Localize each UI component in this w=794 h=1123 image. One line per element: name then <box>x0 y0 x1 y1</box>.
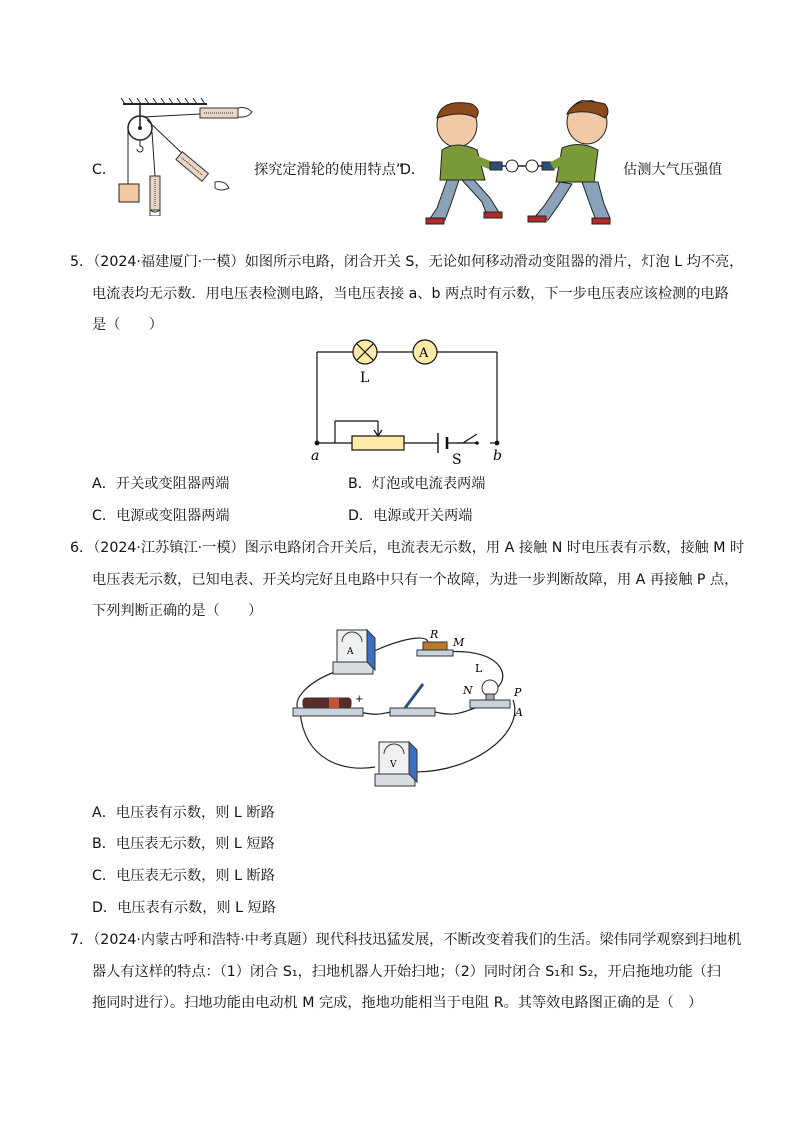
option-a: A．电压表有示数，则 L 断路 <box>92 805 275 821</box>
resistor-label: R <box>430 628 439 641</box>
ammeter-label: A <box>419 346 429 361</box>
point-a-label: a <box>311 448 320 464</box>
rheostat-symbol <box>335 421 404 450</box>
probe-a-label: A <box>515 706 523 719</box>
lamp-label: L <box>360 370 370 386</box>
point-b-label: b <box>493 448 502 464</box>
switch-label: S <box>452 452 462 468</box>
question-text-line: 7．（2024·内蒙古呼和浩特·中考真题）现代科技迅猛发展，不断改变着我们的生活。梁伟同学观察到扫地机 <box>70 932 742 948</box>
option-d: D．电压表有示数，则 L 短路 <box>92 900 276 916</box>
lamp-device <box>462 662 523 719</box>
question-text-line: 器人有这样的特点：（1）闭合 S₁，扫地机器人开始扫地；（2）同时闭合 S₁和 S₂，开启拖地功能（扫 <box>92 964 721 980</box>
ammeter-device <box>333 630 375 674</box>
option-letter: D． <box>400 162 426 178</box>
point-m-label: M <box>453 636 465 649</box>
option-d: D．电源或开关两端 <box>348 508 473 524</box>
battery-symbol <box>438 433 447 453</box>
option-letter: C． <box>92 162 117 178</box>
switch-device <box>390 684 435 716</box>
circuit-photo-q6 <box>285 622 545 794</box>
voltmeter-device-label: V <box>390 760 397 770</box>
tug-of-war-figure <box>422 100 622 230</box>
question-text-line: 是（ ） <box>92 317 163 333</box>
lamp-symbol <box>353 340 377 364</box>
question-text-line: 5．（2024·福建厦门·一模）如图所示电路，闭合开关 S，无论如何移动滑动变阻器的滑片，灯泡 L 均不亮， <box>70 254 744 270</box>
option-c: C．电源或变阻器两端 <box>92 508 230 524</box>
question-text-line: 拖同时进行）。扫地功能由电动机 M 完成，拖地功能相当于电阻 R。其等效电路图正确的是（ ） <box>92 995 703 1011</box>
option-c: C．电压表无示数，则 L 断路 <box>92 868 275 884</box>
option-a: A．开关或变阻器两端 <box>92 476 230 492</box>
point-p-label: P <box>514 686 522 699</box>
question-text-line: 6．（2024·江苏镇江·一模）图示电路闭合开关后，电流表无示数，用 A 接触 N 时电压表有示数，接触 M 时 <box>70 540 745 556</box>
question-text-line: 下列判断正确的是（ ） <box>92 603 263 619</box>
pulley-experiment-figure <box>115 96 255 216</box>
option-c-text: 探究定滑轮的使用特点” <box>254 162 404 178</box>
battery-plus-label: + <box>355 694 364 705</box>
option-b: B．灯泡或电流表两端 <box>348 476 486 492</box>
ammeter-device-label: A <box>347 647 354 657</box>
option-b: B．电压表无示数，则 L 短路 <box>92 836 275 852</box>
battery-device <box>293 694 363 716</box>
question-text-line: 电流表均无示数．用电压表检测电路，当电压表接 a、b 两点时有示数，下一步电压表应该检测的电路 <box>92 286 729 302</box>
circuit-diagram-q5 <box>305 338 515 468</box>
voltmeter-device <box>375 742 417 786</box>
option-d-text: 估测大气压强值 <box>623 162 723 178</box>
question-text-line: 电压表无示数，已知电表、开关均完好且电路中只有一个故障，为进一步判断故障，用 A 再接触 P 点， <box>92 572 739 588</box>
lamp-label: L <box>475 662 483 675</box>
point-n-label: N <box>463 684 473 697</box>
